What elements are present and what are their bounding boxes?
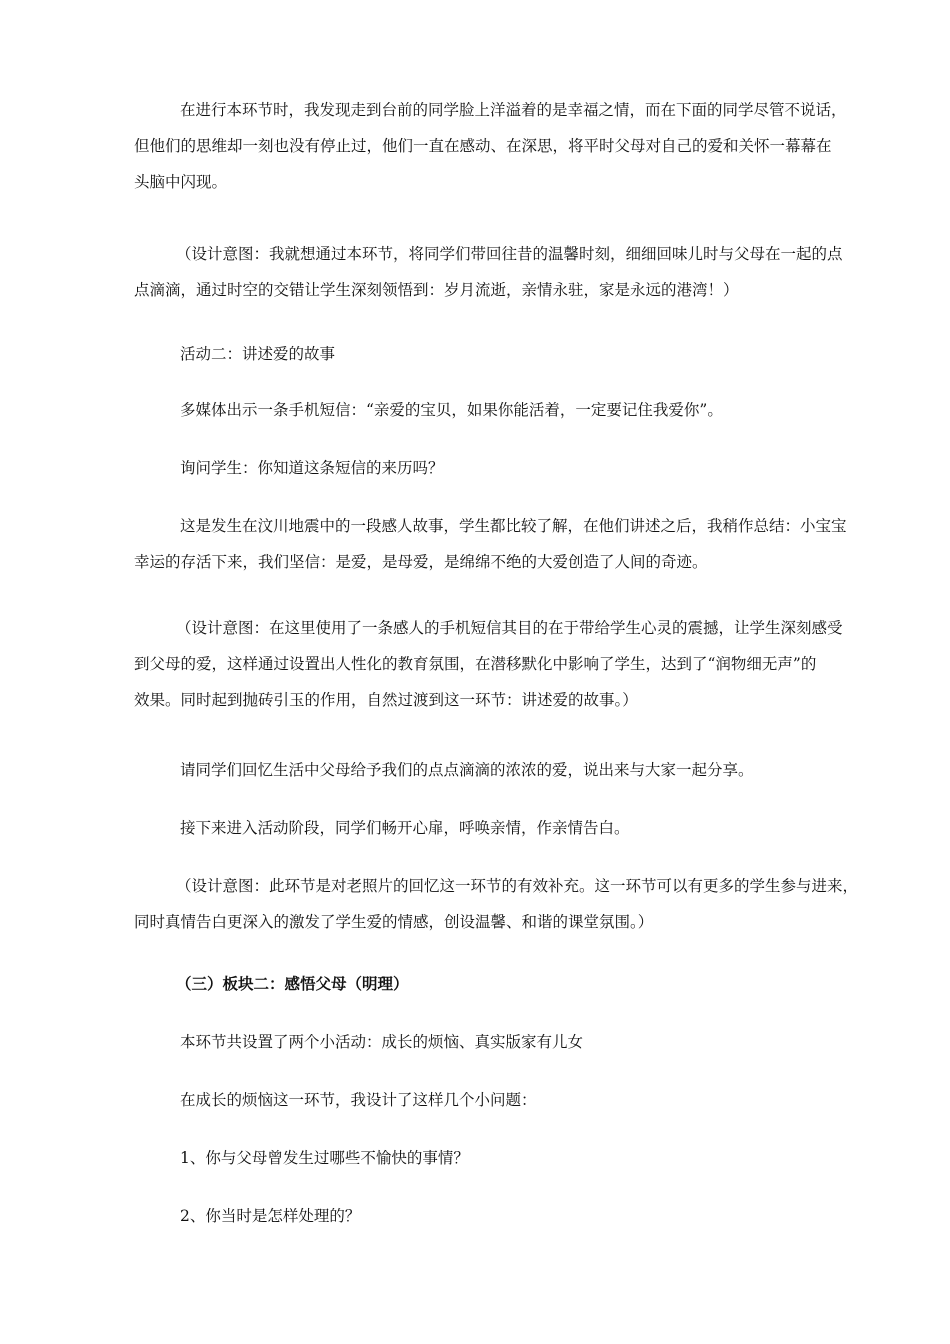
paragraph-activity-stage bbox=[88, 810, 864, 846]
paragraph-ask-students bbox=[88, 450, 864, 486]
text-line: 多媒体出示一条手机短信：“亲爱的宝贝，如果你能活着，一定要记住我爱你”。 bbox=[180, 401, 723, 419]
activity-two-title bbox=[88, 336, 864, 372]
paragraph-design-intent-1 bbox=[88, 236, 864, 308]
paragraph-growth-troubles bbox=[88, 1082, 864, 1118]
paragraph-design-intent-3 bbox=[88, 868, 864, 940]
paragraph-stage-reflection bbox=[88, 92, 864, 200]
text-line: （设计意图：我就想通过本环节，将同学们带回往昔的温馨时刻，细细回味儿时与父母在一起的点 bbox=[176, 245, 843, 263]
text-line: 头脑中闪现。 bbox=[134, 173, 228, 191]
question-item-2 bbox=[88, 1198, 864, 1234]
text-line: 幸运的存活下来，我们坚信：是爱，是母爱，是绵绵不绝的大爱创造了人间的奇迹。 bbox=[134, 553, 708, 571]
paragraph-two-activities bbox=[88, 1024, 864, 1060]
text-line: （设计意图：在这里使用了一条感人的手机短信其目的在于带给学生心灵的震撼，让学生深刻感受 bbox=[176, 619, 843, 637]
paragraph-design-intent-2 bbox=[88, 610, 864, 718]
text-line: 接下来进入活动阶段，同学们畅开心扉，呼唤亲情，作亲情告白。 bbox=[180, 819, 630, 837]
text-line: 询问学生：你知道这条短信的来历吗？ bbox=[180, 459, 444, 477]
text-line: 本环节共设置了两个小活动：成长的烦恼、真实版家有儿女 bbox=[180, 1033, 584, 1051]
text-line: （三）板块二：感悟父母（明理） bbox=[176, 974, 409, 993]
text-line: 到父母的爱，这样通过设置出人性化的教育氛围，在潜移默化中影响了学生，达到了“润物细无声”的 bbox=[134, 655, 817, 673]
text-line: 点滴滴，通过时空的交错让学生深刻领悟到：岁月流逝，亲情永驻，家是永远的港湾！） bbox=[134, 281, 739, 299]
text-line: （设计意图：此环节是对老照片的回忆这一环节的有效补充。这一环节可以有更多的学生参与进来， bbox=[176, 877, 859, 895]
section-heading-block-two bbox=[88, 966, 864, 1002]
text-line: 效果。同时起到抛砖引玉的作用，自然过渡到这一环节：讲述爱的故事。） bbox=[134, 691, 638, 709]
text-line: 在成长的烦恼这一环节，我设计了这样几个小问题： bbox=[180, 1091, 537, 1109]
paragraph-sms bbox=[88, 392, 864, 428]
paragraph-earthquake-story bbox=[88, 508, 864, 580]
text-line: 在进行本环节时，我发现走到台前的同学脸上洋溢着的是幸福之情，而在下面的同学尽管不说话， bbox=[180, 101, 847, 119]
question-item-1 bbox=[88, 1140, 864, 1176]
text-line: 这是发生在汶川地震中的一段感人故事，学生都比较了解，在他们讲述之后，我稍作总结：小宝宝 bbox=[180, 517, 847, 535]
paragraph-recall-love bbox=[88, 752, 864, 788]
text-line: 1、你与父母曾发生过哪些不愉快的事情？ bbox=[180, 1149, 469, 1167]
text-line: 但他们的思维却一刻也没有停止过，他们一直在感动、在深思，将平时父母对自己的爱和关怀一幕幕在 bbox=[134, 137, 832, 155]
text-line: 活动二：讲述爱的故事 bbox=[180, 345, 336, 363]
text-line: 2、你当时是怎样处理的？ bbox=[180, 1207, 361, 1225]
text-line: 同时真情告白更深入的激发了学生爱的情感，创设温馨、和谐的课堂氛围。） bbox=[134, 913, 654, 931]
text-line: 请同学们回忆生活中父母给予我们的点点滴滴的浓浓的爱，说出来与大家一起分享。 bbox=[180, 761, 754, 779]
